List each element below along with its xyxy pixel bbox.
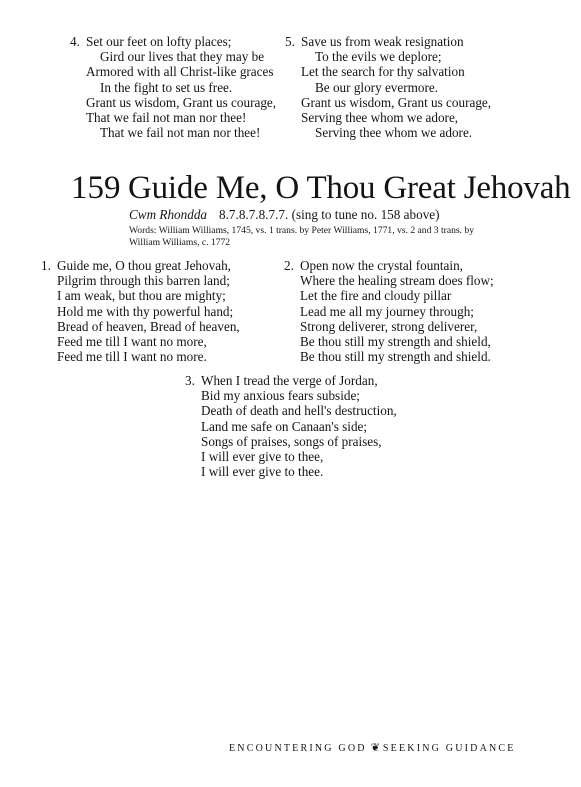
hymn-number: 159 [71,170,121,206]
verse-line: Grant us wisdom, Grant us courage, [301,94,492,110]
verse-5 [285,34,492,141]
verse-1 [41,258,240,365]
meter: 8.7.8.7.8.7.7. (sing to tune no. 158 above) [219,207,440,222]
verse-line: Set our feet on lofty places; [86,34,232,49]
verse-line: Feed me till I want no more, [57,333,207,349]
verse-line: Gird our lives that they may be [100,49,265,65]
verse-line: I will ever give to thee, [201,448,324,464]
verse-line: Lead me all my journey through; [300,303,474,319]
verse-line: To the evils we deplore; [315,49,442,65]
verse-line: Let the search for thy salvation [301,64,465,80]
verse-line: Strong deliverer, strong deliverer, [300,318,478,334]
tune-info [129,207,440,223]
hymn-credits: Words: William Williams, 1745, vs. 1 trans. by Peter Williams, 1771, vs. 2 and 3 trans. by William Williams, c. 1772 [129,225,475,248]
verse-line: Land me safe on Canaan's side; [201,418,368,434]
verse-number: 3. [185,373,195,388]
verse-line: Feed me till I want no more. [57,349,207,365]
verse-line: Bid my anxious fears subside; [201,388,360,404]
verse-line: Open now the crystal fountain, [300,258,463,273]
verse-line: Death of death and hell's destruction, [201,403,397,419]
verse-line: Where the healing stream does flow; [300,273,494,289]
verse-number: 5. [285,34,295,49]
verse-line: Save us from weak resignation [301,34,464,49]
verse-line: When I tread the verge of Jordan, [201,373,378,388]
verse-line: Be thou still my strength and shield. [300,349,491,365]
verse-line: Guide me, O thou great Jehovah, [57,258,231,273]
verse-line: Serving thee whom we adore. [315,125,473,141]
verse-number: 4. [70,34,80,49]
verse-line: That we fail not man nor thee! [86,109,247,125]
verse-4 [70,34,277,141]
verse-line: Pilgrim through this barren land; [57,273,230,289]
fleuron-icon: ❦ [370,742,380,754]
verse-3 [185,373,397,480]
page-footer [229,741,516,754]
verse-2 [284,258,494,365]
verse-line: I will ever give to thee. [201,464,324,480]
verse-line: Be thou still my strength and shield, [300,333,491,349]
verse-line: Grant us wisdom, Grant us courage, [86,94,277,110]
hymn-title: Guide Me, O Thou Great Jehovah [128,170,571,206]
verse-line: Be our glory evermore. [315,79,439,95]
verse-number: 1. [41,258,51,273]
verse-line: Hold me with thy powerful hand; [57,303,234,319]
verse-line: Bread of heaven, Bread of heaven, [57,318,240,334]
verse-line: Serving thee whom we adore, [301,109,459,125]
verse-line: In the fight to set us free. [100,79,233,95]
footer-section: ENCOUNTERING GOD [229,743,367,754]
verse-line: I am weak, but thou are mighty; [57,288,226,304]
verse-number: 2. [284,258,294,273]
verse-line: That we fail not man nor thee! [100,125,261,141]
verse-line: Armored with all Christ-like graces [86,64,274,80]
footer-subsection: SEEKING GUIDANCE [382,743,516,754]
verse-line: Let the fire and cloudy pillar [300,288,452,304]
verse-line: Songs of praises, songs of praises, [201,433,382,449]
tune-name: Cwm Rhondda [129,207,208,222]
